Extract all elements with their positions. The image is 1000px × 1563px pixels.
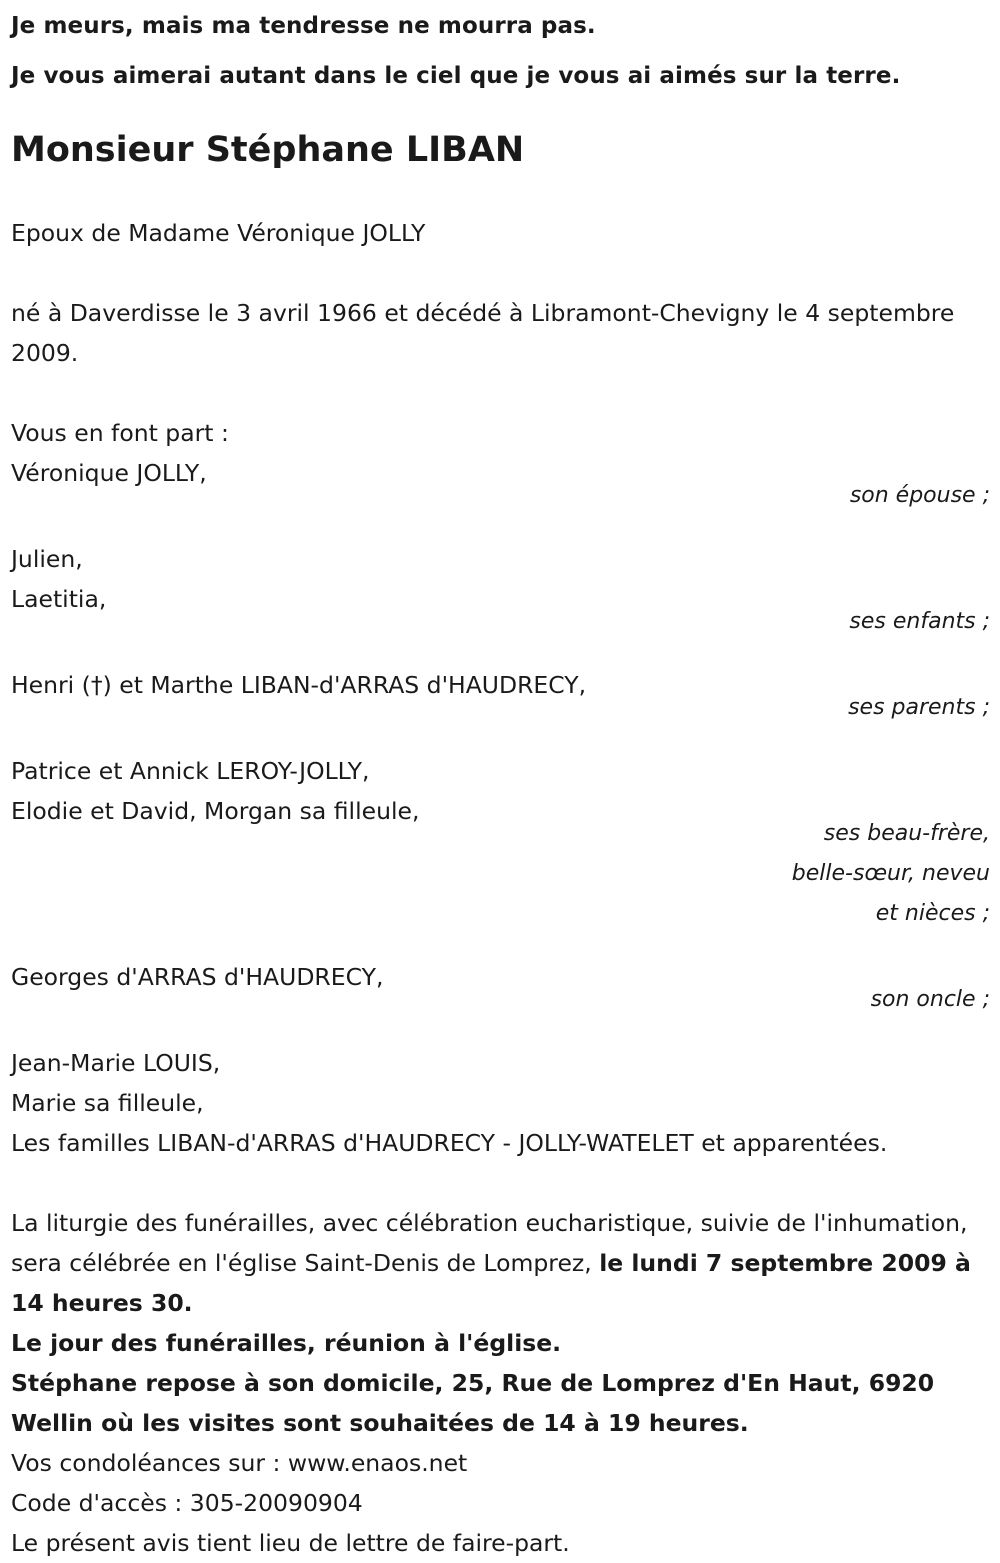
family-name: Les familles LIBAN-d'ARRAS d'HAUDRECY - JOLLY-WATELET et apparentées. (11, 1129, 888, 1157)
family-name: Véronique JOLLY, (11, 459, 207, 487)
family-role: ses enfants ; (849, 609, 990, 634)
condolences-line: Vos condoléances sur : www.enaos.net (11, 1449, 468, 1477)
family-name: Elodie et David, Morgan sa filleule, (11, 797, 420, 825)
family-group-children (11, 539, 990, 642)
family-role: et nièces ; (875, 901, 990, 926)
family-others (11, 1043, 990, 1163)
family-name: Henri (†) et Marthe LIBAN-d'ARRAS d'HAUDRECY, (11, 671, 587, 699)
family-role: son oncle ; (870, 987, 990, 1012)
liturgy-paragraph (11, 1203, 990, 1323)
family-role: ses parents ; (848, 695, 990, 720)
announcement-intro: Vous en font part : (11, 419, 229, 447)
family-role: belle-sœur, neveu (791, 861, 990, 886)
birth-death-line: né à Daverdisse le 3 avril 1966 et décédé à Libramont-Chevigny le 4 septembre 2009. (11, 299, 955, 367)
family-name: Laetitia, (11, 585, 107, 613)
family-role: son épouse ; (849, 483, 990, 508)
liturgy-date: le lundi 7 septembre 2009 à 14 heures 30. (11, 1249, 971, 1317)
rest-line: Stéphane repose à son domicile, 25, Rue de Lomprez d'En Haut, 6920 Wellin où les visites sont souhaitées de 14 à 19 heures. (11, 1369, 935, 1437)
family-name: Julien, (11, 545, 83, 573)
notice-line: Le présent avis tient lieu de lettre de faire-part. (11, 1529, 570, 1557)
family-name: Jean-Marie LOUIS, (11, 1049, 221, 1077)
epigraph-line-2: Je vous aimerai autant dans le ciel que je vous ai aimés sur la terre. (11, 63, 901, 89)
family-group-in-laws (11, 751, 990, 934)
epigraph-line-1: Je meurs, mais ma tendresse ne mourra pas. (11, 13, 596, 39)
family-name: Georges d'ARRAS d'HAUDRECY, (11, 963, 384, 991)
liturgy-text: La liturgie des funérailles, avec célébration eucharistique, suivie de l'inhumation, sera célébrée en l'église Saint-Denis de Lomprez, (11, 1209, 968, 1277)
family-group-uncle (11, 957, 990, 1020)
access-code-line: Code d'accès : 305-20090904 (11, 1489, 363, 1517)
deceased-name: Monsieur Stéphane LIBAN (11, 130, 525, 170)
meeting-line: Le jour des funérailles, réunion à l'église. (11, 1329, 562, 1357)
family-role: ses beau-frère, (823, 821, 990, 846)
family-group-spouse (11, 453, 990, 516)
family-name: Marie sa filleule, (11, 1089, 204, 1117)
family-name: Patrice et Annick LEROY-JOLLY, (11, 757, 370, 785)
spouse-line: Epoux de Madame Véronique JOLLY (11, 219, 426, 247)
family-group-parents (11, 665, 990, 728)
